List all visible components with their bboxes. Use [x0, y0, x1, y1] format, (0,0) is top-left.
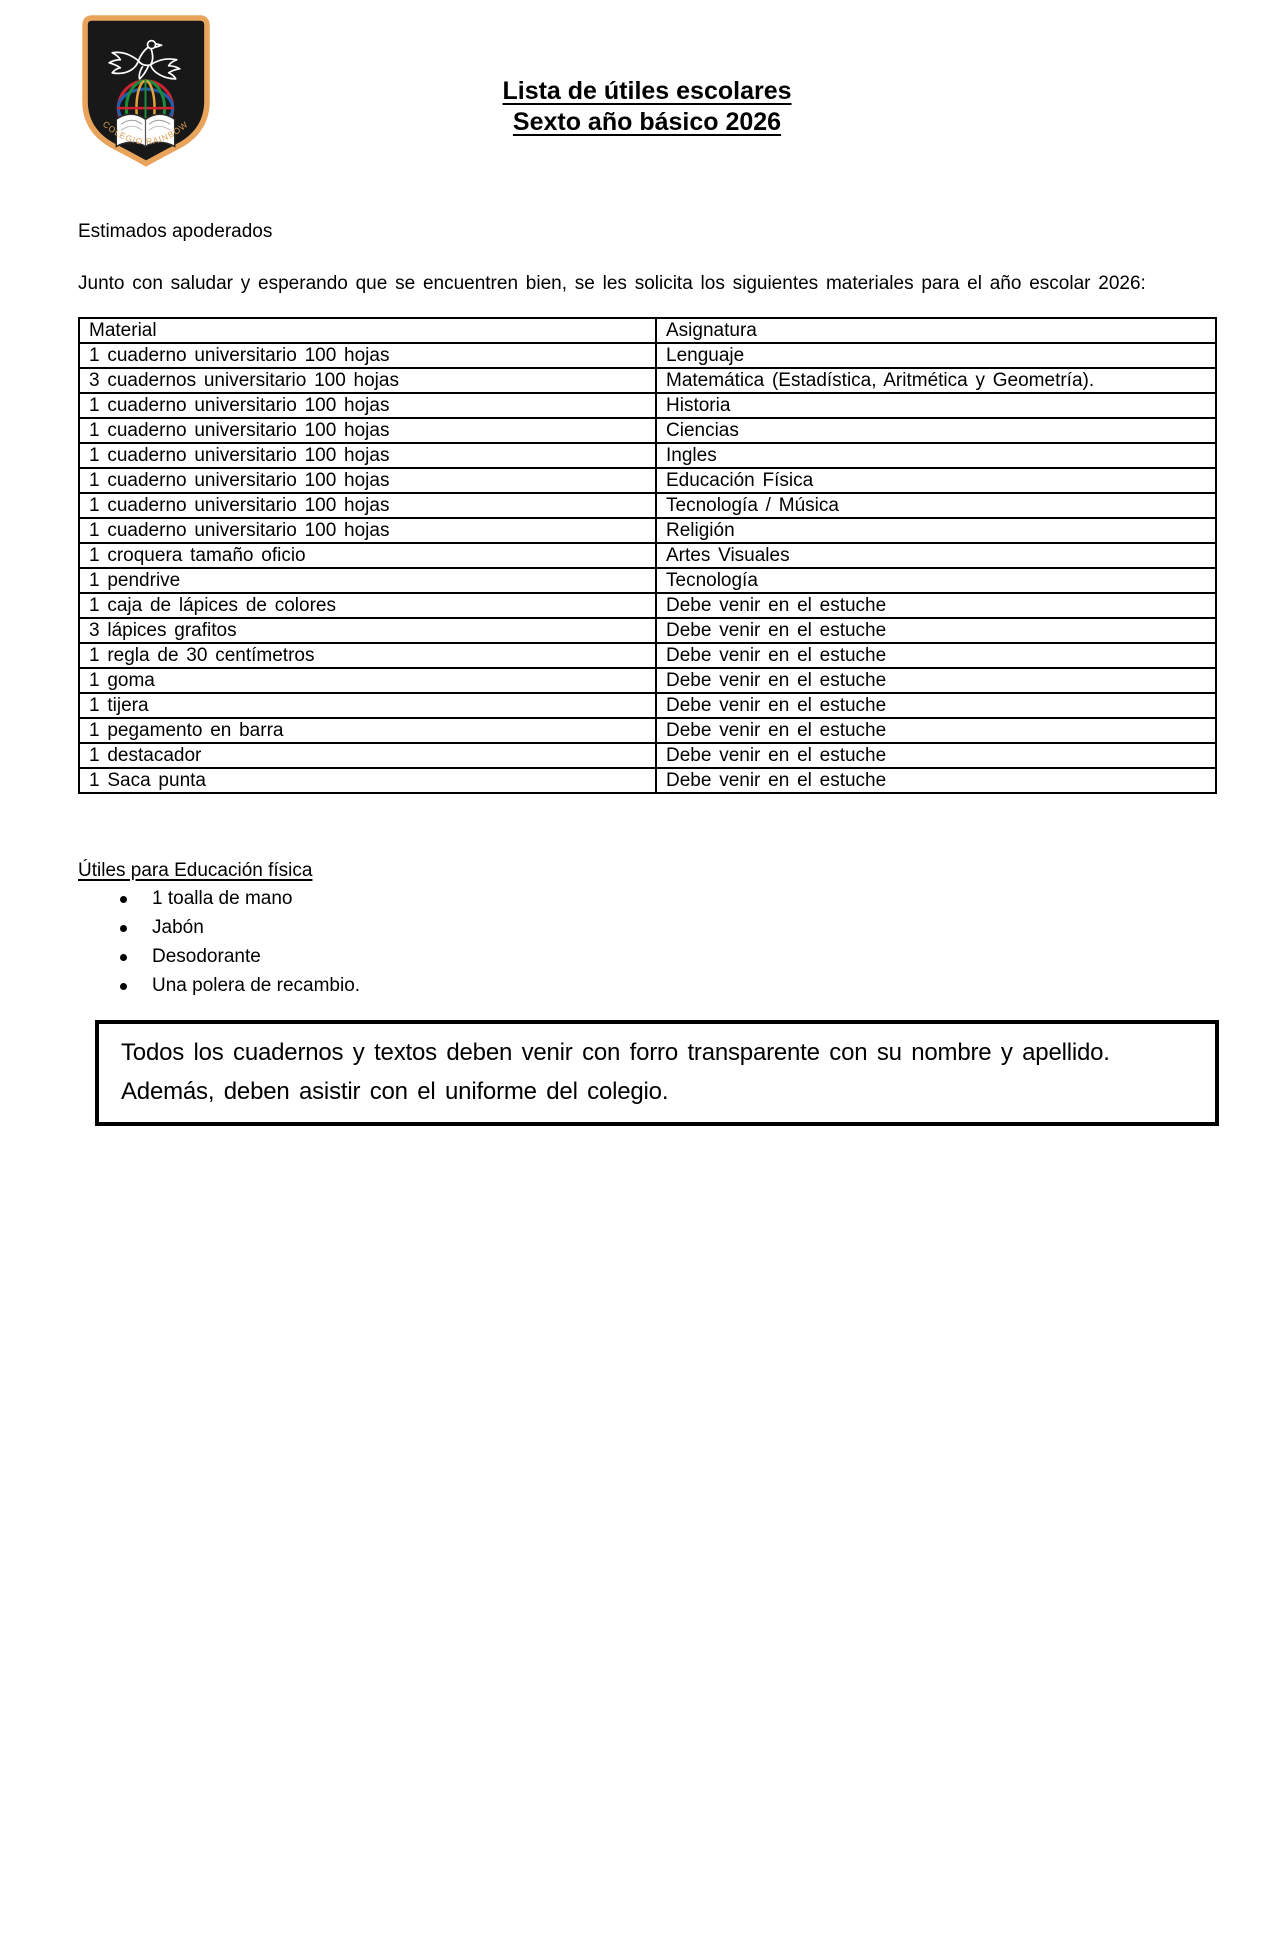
title-block: [78, 76, 1216, 138]
table-row: [79, 518, 1216, 543]
asignatura-cell: Tecnología: [656, 568, 1216, 593]
table-row: [79, 443, 1216, 468]
table-row: [79, 343, 1216, 368]
table-row: [79, 368, 1216, 393]
pe-list-item: 1 toalla de mano: [118, 888, 360, 910]
school-name-curved-text: COLEGIO RAINBOW: [100, 118, 191, 147]
asignatura-cell: Matemática (Estadística, Aritmética y Geometría).: [656, 368, 1216, 393]
table-row: [79, 643, 1216, 668]
asignatura-cell: Debe venir en el estuche: [656, 718, 1216, 743]
material-cell: 1 destacador: [79, 743, 656, 768]
table-row: [79, 718, 1216, 743]
material-cell: 1 regla de 30 centímetros: [79, 643, 656, 668]
asignatura-cell: Lenguaje: [656, 343, 1216, 368]
table-row: [79, 768, 1216, 793]
material-cell: 1 croquera tamaño oficio: [79, 543, 656, 568]
material-cell: 3 cuadernos universitario 100 hojas: [79, 368, 656, 393]
material-cell: 1 cuaderno universitario 100 hojas: [79, 343, 656, 368]
material-cell: 3 lápices grafitos: [79, 618, 656, 643]
asignatura-cell: Debe venir en el estuche: [656, 668, 1216, 693]
material-cell: 1 cuaderno universitario 100 hojas: [79, 418, 656, 443]
material-cell: 1 Saca punta: [79, 768, 656, 793]
materials-table: [78, 317, 1217, 794]
asignatura-cell: Ciencias: [656, 418, 1216, 443]
asignatura-cell: Debe venir en el estuche: [656, 618, 1216, 643]
material-cell: 1 pegamento en barra: [79, 718, 656, 743]
table-row: [79, 393, 1216, 418]
material-cell: 1 cuaderno universitario 100 hojas: [79, 393, 656, 418]
materials-table-body: [79, 343, 1216, 793]
note-text: Todos los cuadernos y textos deben venir con forro transparente con su nombre y apellido. Además, deben asistir con el uniforme del colegio.: [121, 1039, 1110, 1105]
document-subtitle: Sexto año básico 2026: [512, 108, 782, 136]
note-box: [95, 1020, 1219, 1126]
table-row: [79, 543, 1216, 568]
material-cell: 1 caja de lápices de colores: [79, 593, 656, 618]
material-cell: 1 pendrive: [79, 568, 656, 593]
table-row: [79, 668, 1216, 693]
asignatura-cell: Ingles: [656, 443, 1216, 468]
material-cell: 1 goma: [79, 668, 656, 693]
table-row: [79, 493, 1216, 518]
pe-items-list: [118, 888, 360, 1004]
pe-list-item: Desodorante: [118, 946, 360, 968]
column-header-material: Material: [79, 318, 656, 343]
table-row: [79, 568, 1216, 593]
document-title: Lista de útiles escolares: [502, 77, 792, 105]
pe-list-item: Jabón: [118, 917, 360, 939]
material-cell: 1 cuaderno universitario 100 hojas: [79, 518, 656, 543]
asignatura-cell: Debe venir en el estuche: [656, 593, 1216, 618]
material-cell: 1 cuaderno universitario 100 hojas: [79, 493, 656, 518]
table-row: [79, 743, 1216, 768]
table-row: [79, 618, 1216, 643]
intro-paragraph: Junto con saludar y esperando que se encuentren bien, se les solicita los siguientes materiales para el año escolar 2026:: [78, 273, 1146, 294]
table-row: [79, 593, 1216, 618]
greeting-text: Estimados apoderados: [78, 221, 273, 242]
asignatura-cell: Debe venir en el estuche: [656, 693, 1216, 718]
table-row: [79, 418, 1216, 443]
pe-section-heading: Útiles para Educación física: [78, 860, 313, 881]
asignatura-cell: Artes Visuales: [656, 543, 1216, 568]
material-cell: 1 cuaderno universitario 100 hojas: [79, 468, 656, 493]
asignatura-cell: Educación Física: [656, 468, 1216, 493]
material-cell: 1 tijera: [79, 693, 656, 718]
asignatura-cell: Tecnología / Música: [656, 493, 1216, 518]
table-row: [79, 468, 1216, 493]
asignatura-cell: Religión: [656, 518, 1216, 543]
column-header-asignatura: Asignatura: [656, 318, 1216, 343]
material-cell: 1 cuaderno universitario 100 hojas: [79, 443, 656, 468]
asignatura-cell: Debe venir en el estuche: [656, 768, 1216, 793]
pe-list-item: Una polera de recambio.: [118, 975, 360, 997]
table-row: [79, 693, 1216, 718]
table-header-row: [79, 318, 1216, 343]
asignatura-cell: Debe venir en el estuche: [656, 743, 1216, 768]
asignatura-cell: Historia: [656, 393, 1216, 418]
asignatura-cell: Debe venir en el estuche: [656, 643, 1216, 668]
